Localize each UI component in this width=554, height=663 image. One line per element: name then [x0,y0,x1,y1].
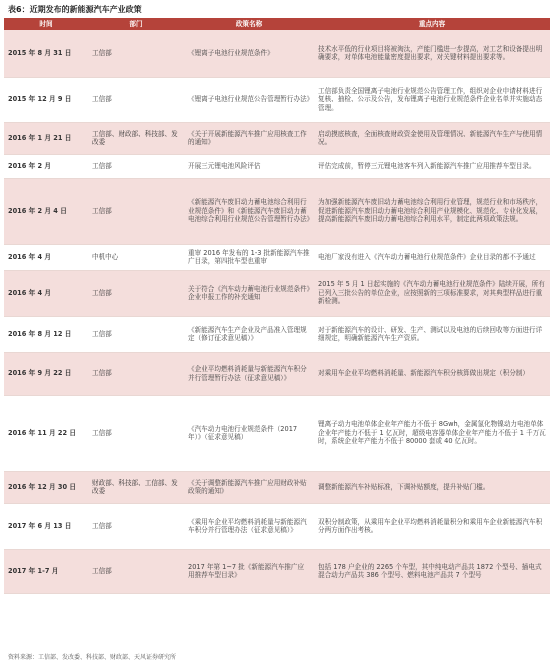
cell-name: 重审 2016 年发布的 1-3 批新能源汽车推广目录，第四批车型也重审 [184,244,314,270]
table-row [4,244,550,270]
cell-name: 关于符合《汽车动力蓄电池行业规范条件》企业申报工作的补充通知 [184,270,314,316]
table-row [4,122,550,154]
cell-point: 对乘用车企业平均燃料消耗量、新能源汽车积分核算做出规定（积分制） [314,352,550,395]
cell-point: 锂离子动力电池单体企业年产能力不低于 8Gwh，金属氢化物镍动力电池单体企业年产能力不低于 1 亿瓦时，超级电容器单体企业年产能力不低于 1 千万瓦时，系统企业年产能力不低于 80000 套或 40 亿瓦时。 [314,395,550,471]
header-point: 重点内容 [314,18,550,30]
table-row [4,77,550,122]
cell-point: 为加强新能源汽车废旧动力蓄电池综合利用行业管理，规范行业和市场秩序，促进新能源汽车废旧动力蓄电池综合利用产业规模化、规范化、专业化发展，提高新能源汽车废旧动力蓄电池综合利用水平，制定此两项政策法规。 [314,178,550,244]
cell-point: 双积分制政策，从乘用车企业平均燃料消耗量积分和乘用车企业新能源汽车积分两方面作出考核。 [314,503,550,549]
cell-name: 《新能源汽车废旧动力蓄电池综合利用行业规范条件》和《新能源汽车废旧动力蓄电池综合利用行业规范公告管理暂行办法》 [184,178,314,244]
cell-name: 《汽车动力电池行业规范条件（2017 年）》（征求意见稿） [184,395,314,471]
header-dept: 部门 [88,18,184,30]
cell-point: 调整新能源汽车补贴标准，下调补贴额度，提升补贴门槛。 [314,471,550,503]
table-row [4,154,550,178]
cell-time: 2017 年 1-7 月 [4,549,88,593]
cell-time: 2016 年 2 月 4 日 [4,178,88,244]
cell-point: 技术水平低的行业项目将被淘汰，产能门槛进一步提高，对工艺和设备提出明确要求，对单体电池能量密度提出要求，对关键材料提出要求等。 [314,30,550,77]
cell-time: 2016 年 4 月 [4,244,88,270]
cell-point: 电池厂家没有进入《汽车动力蓄电池行业规范条件》企业目录的都不予通过 [314,244,550,270]
cell-dept: 工信部 [88,352,184,395]
table-row [4,30,550,77]
table-row [4,352,550,395]
cell-time: 2016 年 11 月 22 日 [4,395,88,471]
cell-dept: 中机中心 [88,244,184,270]
cell-dept: 工信部 [88,503,184,549]
cell-dept: 工信部 [88,30,184,77]
table-row [4,316,550,352]
cell-name: 《企业平均燃料消耗量与新能源汽车积分并行管理暂行办法（征求意见稿）》 [184,352,314,395]
cell-dept: 工信部 [88,316,184,352]
table-row [4,549,550,593]
cell-time: 2015 年 8 月 31 日 [4,30,88,77]
cell-name: 《锂离子电池行业规范条件》 [184,30,314,77]
cell-time: 2016 年 12 月 30 日 [4,471,88,503]
source-note: 资料来源：工信部、发改委、科技部、财政部、天风证券研究所 [8,654,177,661]
table-row [4,503,550,549]
cell-dept: 工信部 [88,395,184,471]
cell-time: 2015 年 12 月 9 日 [4,77,88,122]
table-header-row [4,18,550,30]
cell-point: 2015 年 5 月 1 日起实施的《汽车动力蓄电池行业规范条件》陆续开展，所有已列入三批公告的单位企业，应按照新的三项标准要求，对其典型样品进行重新检测。 [314,270,550,316]
cell-dept: 工信部 [88,178,184,244]
cell-time: 2017 年 6 月 13 日 [4,503,88,549]
cell-name: 2017 年第 1~7 批《新能源汽车推广应用推荐车型目录》 [184,549,314,593]
policy-table [4,18,550,594]
cell-dept: 工信部 [88,549,184,593]
table-row [4,471,550,503]
cell-point: 包括 178 户企业的 2265 个车型，其中纯电动产品共 1872 个型号、插电式混合动力产品共 386 个型号、燃料电池产品共 7 个型号 [314,549,550,593]
table-row [4,395,550,471]
cell-dept: 工信部 [88,77,184,122]
cell-name: 《关于开展新能源汽车推广应用核查工作的通知》 [184,122,314,154]
table-row [4,270,550,316]
header-name: 政策名称 [184,18,314,30]
cell-dept: 工信部、财政部、科技部、发改委 [88,122,184,154]
cell-time: 2016 年 2 月 [4,154,88,178]
cell-name: 《关于调整新能源汽车推广应用财政补贴政策的通知》 [184,471,314,503]
cell-point: 工信部负责全国锂离子电池行业规范公告管理工作，组织对企业申请材料进行复核、抽检、公示及公告，发布锂离子电池行业规范条件企业名单并实施动态管理。 [314,77,550,122]
cell-time: 2016 年 8 月 12 日 [4,316,88,352]
cell-name: 开展三元锂电池风险评估 [184,154,314,178]
cell-time: 2016 年 4 月 [4,270,88,316]
cell-dept: 工信部 [88,270,184,316]
table-row [4,178,550,244]
cell-name: 《乘用车企业平均燃料消耗量与新能源汽车积分并行管理办法（征求意见稿）》 [184,503,314,549]
header-time: 时间 [4,18,88,30]
cell-dept: 工信部 [88,154,184,178]
cell-point: 评估完成前，暂停三元锂电池客车列入新能源汽车推广应用推荐车型目录。 [314,154,550,178]
cell-point: 启动摸底核查，全面核查财政资金使用及管理情况、新能源汽车生产与使用情况。 [314,122,550,154]
cell-time: 2016 年 9 月 22 日 [4,352,88,395]
cell-name: 《锂离子电池行业规范公告管理暂行办法》 [184,77,314,122]
table-caption: 表6：近期发布的新能源汽车产业政策 [8,5,142,14]
cell-time: 2016 年 1 月 21 日 [4,122,88,154]
cell-dept: 财政部、科技部、工信部、发改委 [88,471,184,503]
cell-point: 对于新能源汽车的设计、研发、生产、测试以及电池的后续回收等方面进行详细规定，明确新能源汽车生产资质。 [314,316,550,352]
cell-name: 《新能源汽车生产企业及产品准入管理规定（修订征求意见稿）》 [184,316,314,352]
